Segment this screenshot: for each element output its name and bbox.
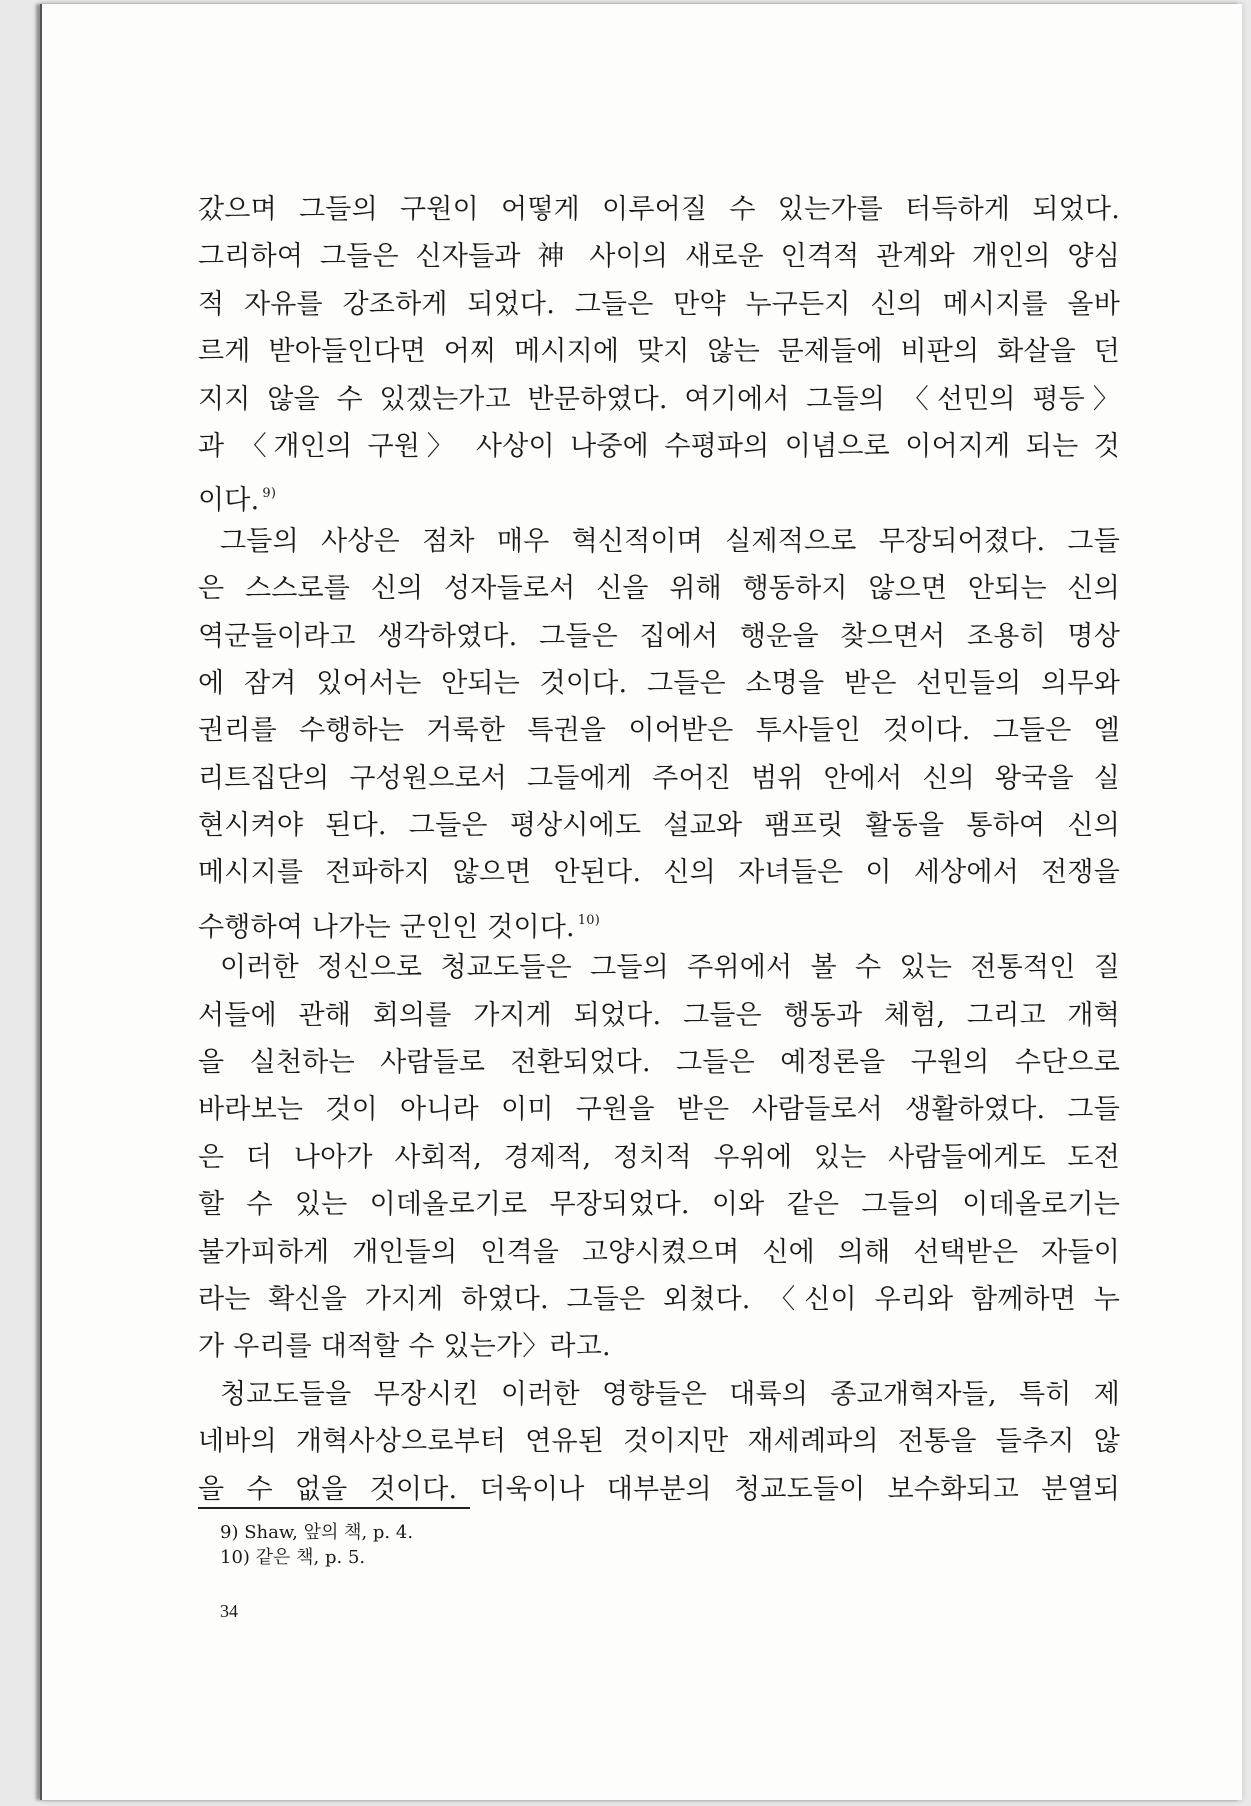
paragraph-1 [198, 186, 1120, 518]
text-line: 이러한 정신으로 청교도들은 그들의 주위에서 볼 수 있는 전통적인 질 [220, 952, 1120, 984]
text-line: 바라보는 것이 아니라 이미 구원을 받은 사람들로서 생활하였다. 그들 [198, 1094, 1120, 1126]
text-line: 그리하여 그들은 신자들과 神 사이의 새로운 인격적 관계와 개인의 양심 [198, 241, 1120, 273]
text-line: 을 수 없을 것이다. 더욱이나 대부분의 청교도들이 보수화되고 분열되 [198, 1473, 1120, 1505]
text-line: 권리를 수행하는 거룩한 특권을 이어받은 투사들인 것이다. 그들은 엘 [198, 715, 1120, 747]
paragraph-2 [198, 518, 1120, 945]
text-line: 지지 않을 수 있겠는가고 반문하였다. 여기에서 그들의 〈선민의 평등〉 [198, 383, 1120, 415]
body-text [198, 186, 1120, 1513]
text-line-content: 이다. [198, 485, 260, 517]
text-line: 적 자유를 강조하게 되었다. 그들은 만약 누구든지 신의 메시지를 올바 [198, 288, 1120, 320]
text-line: 할 수 있는 이데올로기로 무장되었다. 이와 같은 그들의 이데올로기는 [198, 1189, 1120, 1221]
text-line: 을 실천하는 사람들로 전환되었다. 그들은 예정론을 구원의 수단으로 [198, 1047, 1120, 1079]
text-line: 서들에 관해 회의를 가지게 되었다. 그들은 행동과 체험, 그리고 개혁 [198, 999, 1120, 1031]
text-line-last [198, 897, 1120, 944]
page-number: 34 [220, 1601, 238, 1621]
paragraph-3 [198, 944, 1120, 1371]
text-line: 불가피하게 개인들의 인격을 고양시켰으며 신에 의해 선택받은 자들이 [198, 1236, 1120, 1268]
footnote-reference[interactable]: 9) [262, 486, 277, 502]
footnote-10: 10) 같은 책, p. 5. [220, 1547, 366, 1568]
footnote-divider [198, 1507, 470, 1509]
text-line: 네바의 개혁사상으로부터 연유된 것이지만 재세례파의 전통을 들추지 않 [198, 1426, 1120, 1458]
document-page [40, 4, 1242, 1800]
text-line: 르게 받아들인다면 어찌 메시지에 맞지 않는 문제들에 비판의 화살을 던 [198, 336, 1120, 368]
paragraph-4 [198, 1371, 1120, 1513]
text-line: 은 더 나아가 사회적, 경제적, 정치적 우위에 있는 사람들에게도 도전 [198, 1141, 1120, 1173]
text-line: 청교도들을 무장시킨 이러한 영향들은 대륙의 종교개혁자들, 특히 제 [220, 1378, 1120, 1410]
footnote-reference[interactable]: 10) [577, 912, 601, 928]
text-line-last: 가 우리를 대적할 수 있는가〉라고. [198, 1331, 611, 1363]
text-line: 과 〈개인의 구원〉 사상이 나중에 수평파의 이념으로 이어지게 되는 것 [198, 430, 1120, 462]
text-line: 라는 확신을 가지게 하였다. 그들은 외쳤다. 〈신이 우리와 함께하면 누 [198, 1283, 1120, 1315]
text-line-last [198, 470, 1120, 517]
text-line: 현시켜야 된다. 그들은 평상시에도 설교와 팸프릿 활동을 통하여 신의 [198, 810, 1120, 842]
text-line: 그들의 사상은 점차 매우 혁신적이며 실제적으로 무장되어졌다. 그들 [220, 525, 1120, 557]
text-line: 갔으며 그들의 구원이 어떻게 이루어질 수 있는가를 터득하게 되었다. [198, 194, 1120, 225]
text-line-content: 수행하여 나가는 군인인 것이다. [198, 911, 575, 943]
text-line: 은 스스로를 신의 성자들로서 신을 위해 행동하지 않으면 안되는 신의 [198, 573, 1120, 605]
text-line: 에 잠겨 있어서는 안되는 것이다. 그들은 소명을 받은 선민들의 의무와 [198, 667, 1120, 699]
footnote-9: 9) Shaw, 앞의 책, p. 4. [220, 1522, 414, 1543]
text-line: 리트집단의 구성원으로서 그들에게 주어진 범위 안에서 신의 왕국을 실 [198, 762, 1120, 794]
text-line: 메시지를 전파하지 않으면 안된다. 신의 자녀들은 이 세상에서 전쟁을 [198, 857, 1120, 889]
footnotes [220, 1520, 413, 1570]
text-line: 역군들이라고 생각하였다. 그들은 집에서 행운을 찾으면서 조용히 명상 [198, 620, 1120, 652]
